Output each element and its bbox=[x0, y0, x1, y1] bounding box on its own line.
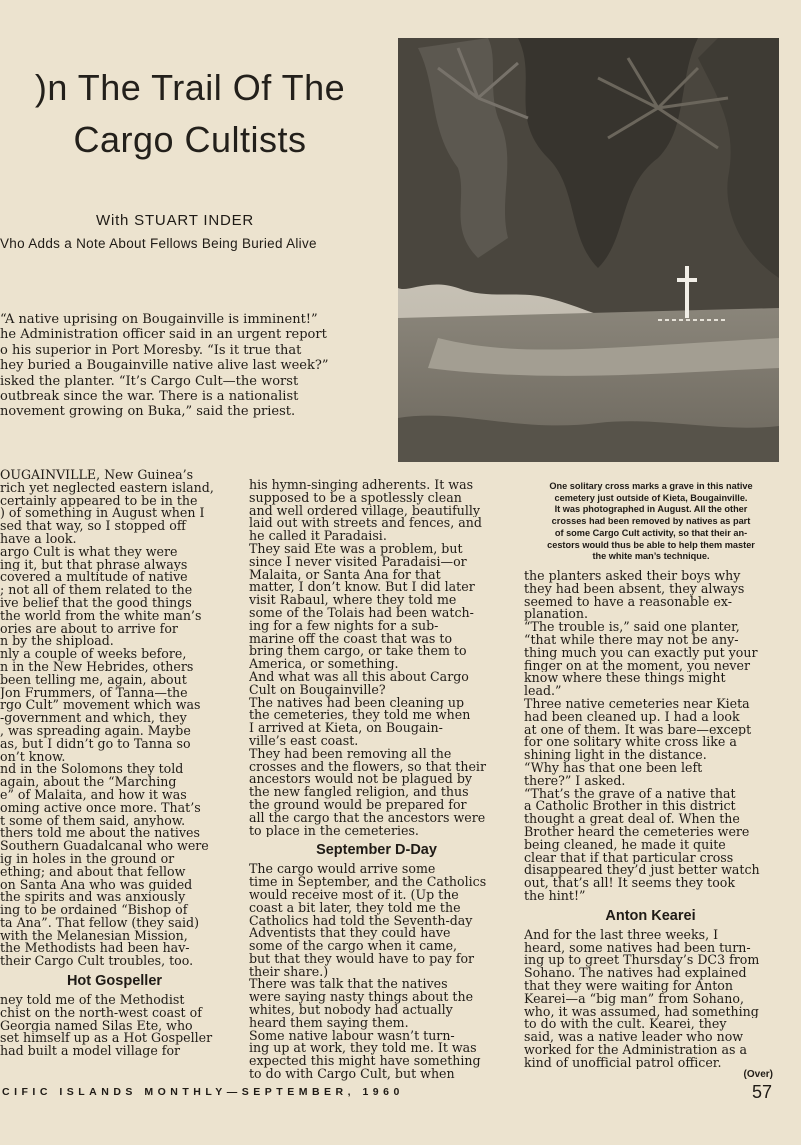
text-line: ing it, but that phrase always bbox=[0, 558, 188, 572]
text-line: “The trouble is,” said one planter, bbox=[524, 621, 740, 634]
text-line: n by the shipload. bbox=[0, 635, 114, 649]
text-line: “that while there may not be any- bbox=[524, 633, 739, 647]
text-line: they had been absent, they always bbox=[524, 582, 745, 596]
photo-caption bbox=[520, 481, 782, 563]
intro-line: outbreak since the war. There is a nationalist bbox=[0, 389, 299, 405]
text-line: had built a model village for bbox=[0, 1045, 181, 1059]
text-line: and well ordered village, beautifully bbox=[249, 504, 481, 518]
page-number: 57 bbox=[752, 1082, 773, 1102]
title-line-2: Cargo Cultists bbox=[73, 119, 307, 160]
text-line: would receive most of it. (Up the bbox=[249, 888, 459, 902]
text-line: bring them cargo, or take them to bbox=[249, 645, 467, 659]
text-line: ) of something in August when I bbox=[0, 507, 205, 521]
text-line: that they were waiting for Anton bbox=[524, 979, 734, 993]
text-line: said, was a native leader who now bbox=[524, 1031, 744, 1044]
text-line: set himself up as a Hot Gospeller bbox=[0, 1032, 213, 1046]
text-line: Cult on Bougainville? bbox=[249, 683, 386, 697]
text-line: planation. bbox=[524, 608, 589, 622]
continued-over-label: (Over) bbox=[743, 1069, 773, 1081]
section-heading-hot-gospeller: Hot Gospeller bbox=[66, 973, 163, 990]
caption-line: cestors would thus be able to help them master bbox=[547, 539, 755, 550]
text-line: ta Ana”. That fellow (they said) bbox=[0, 916, 199, 930]
section-heading-september-d-day: September D-Day bbox=[316, 842, 437, 859]
text-line: The natives had been cleaning up bbox=[249, 696, 465, 710]
text-line: were saying nasty things about the bbox=[249, 991, 474, 1005]
intro-paragraph bbox=[0, 312, 352, 420]
text-line: Catholics had told the Seventh-day bbox=[249, 914, 473, 928]
text-line: who, it was assumed, had something bbox=[524, 1005, 759, 1019]
text-line: crosses and the flowers, so that their bbox=[249, 760, 486, 774]
text-line: e” of Malaita, and how it was bbox=[0, 788, 187, 802]
text-line: all the cargo that the ancestors were bbox=[249, 811, 486, 825]
text-line: argo Cult is what they were bbox=[0, 545, 178, 559]
text-line: Kearei—a “big man” from Sohano, bbox=[524, 992, 744, 1006]
text-line: nly a couple of weeks before, bbox=[0, 648, 187, 661]
text-line: at one of them. It was bare—except bbox=[524, 723, 752, 737]
text-line: chist on the north-west coast of bbox=[0, 1006, 202, 1020]
text-line: to do with Cargo Cult, but when bbox=[249, 1068, 455, 1081]
text-line: ething; and about that fellow bbox=[0, 865, 186, 879]
text-line: -government and which, they bbox=[0, 712, 187, 725]
text-line: ing up at work, they told me. It was bbox=[249, 1042, 477, 1056]
text-line: visit Rabaul, where they told me bbox=[249, 594, 457, 607]
text-line: ing up to greet Thursday’s DC3 from bbox=[524, 954, 760, 968]
text-line: ville’s east coast. bbox=[249, 734, 359, 748]
text-line: Sohano. The natives had explained bbox=[524, 967, 747, 980]
text-line: covered a multitude of native bbox=[0, 571, 188, 585]
text-line: since I never visited Paradaisi—or bbox=[249, 555, 467, 569]
text-line: Jon Frummers, of Tanna—the bbox=[0, 686, 188, 700]
cemetery-photo bbox=[398, 38, 779, 462]
text-line: finger on at the moment, you never bbox=[524, 659, 751, 673]
text-line: nd in the Solomons they told bbox=[0, 763, 184, 777]
text-line: kind of unofficial patrol officer. bbox=[524, 1056, 722, 1070]
text-line: supposed to be a spotlessly clean bbox=[249, 491, 462, 505]
caption-line: It was photographed in August. All the other bbox=[554, 504, 748, 515]
text-line: worked for the Administration as a bbox=[524, 1043, 748, 1057]
text-line: the ground would be prepared for bbox=[249, 798, 467, 812]
intro-line: hey buried a Bougainville native alive last week?” bbox=[0, 358, 329, 374]
text-line: Southern Guadalcanal who were bbox=[0, 840, 209, 853]
text-line: the spirits and was anxiously bbox=[0, 891, 186, 905]
text-line: out, that’s all! It seems they took bbox=[524, 877, 736, 890]
text-line: certainly appeared to be in the bbox=[0, 494, 198, 508]
text-line: ing to be ordained “Bishop of bbox=[0, 904, 188, 917]
text-line: the planters asked their boys why bbox=[524, 570, 741, 583]
text-line: a Catholic Brother in this district bbox=[524, 800, 736, 814]
text-line: been telling me, again, about bbox=[0, 673, 187, 687]
column-2 bbox=[249, 479, 504, 1081]
title-line-1: )n The Trail Of The bbox=[34, 67, 346, 108]
text-line: Georgia named Silas Ete, who bbox=[0, 1019, 193, 1033]
text-line: there?” I asked. bbox=[524, 774, 626, 788]
text-line: Three native cemeteries near Kieta bbox=[524, 697, 750, 711]
text-line: ive belief that the good things bbox=[0, 596, 192, 610]
text-line: ancestors would not be plagued by bbox=[249, 773, 473, 787]
text-line: rich yet neglected eastern island, bbox=[0, 481, 214, 495]
caption-line: the white man’s technique. bbox=[592, 551, 710, 562]
text-line: marine off the coast that was to bbox=[249, 632, 453, 646]
text-line: some of the Tolais had been watch- bbox=[249, 606, 474, 620]
text-line: I arrived at Kieta, on Bougain- bbox=[249, 722, 443, 735]
text-line: laid out with streets and fences, and bbox=[249, 517, 482, 531]
text-line: expected this might have something bbox=[249, 1055, 481, 1069]
text-line: ; not all of them related to the bbox=[0, 584, 193, 597]
text-line: ney told me of the Methodist bbox=[0, 994, 185, 1007]
text-line: clear that if that particular cross bbox=[524, 851, 734, 865]
text-line: coast a bit later, they told me the bbox=[249, 901, 461, 915]
text-line: They said Ete was a problem, but bbox=[249, 542, 463, 556]
text-line: OUGAINVILLE, New Guinea’s bbox=[0, 469, 194, 482]
text-line: Adventists that they could have bbox=[249, 927, 451, 941]
text-line: know where these things might bbox=[524, 672, 726, 686]
text-line: They had been removing all the bbox=[249, 747, 452, 761]
text-line: And for the last three weeks, I bbox=[524, 928, 719, 942]
text-line: Malaita, or Santa Ana for that bbox=[249, 568, 441, 582]
text-line: “Why has that one been left bbox=[524, 761, 703, 775]
text-line: the cemeteries, they told me when bbox=[249, 709, 471, 723]
text-line: as, but I didn’t go to Tanna so bbox=[0, 737, 191, 751]
text-line: whites, but nobody had actually bbox=[249, 1004, 453, 1017]
text-line: the Methodists had been hav- bbox=[0, 942, 190, 956]
text-line: heard, some natives had been turn- bbox=[524, 941, 751, 955]
text-line: oming active once more. That’s bbox=[0, 801, 201, 815]
section-heading-anton-kearei: Anton Kearei bbox=[605, 907, 696, 924]
intro-line: “A native uprising on Bougainville is imminent!” bbox=[0, 312, 318, 327]
text-line: time in September, and the Catholics bbox=[249, 876, 487, 889]
column-3 bbox=[524, 570, 777, 1082]
text-line: their share.) bbox=[249, 965, 329, 979]
text-line: the hint!” bbox=[524, 889, 586, 903]
caption-line: One solitary cross marks a grave in this native bbox=[549, 481, 753, 491]
intro-line: o his superior in Port Moresby. “Is it true that bbox=[0, 342, 302, 358]
text-line: he called it Paradaisi. bbox=[249, 530, 387, 543]
text-line: thought a great deal of. When the bbox=[524, 813, 740, 826]
text-line: on’t know. bbox=[0, 750, 66, 764]
text-line: the new fangled religion, and thus bbox=[249, 786, 469, 799]
text-line: ories are about to arrive for bbox=[0, 622, 178, 636]
text-line: have a look. bbox=[0, 532, 77, 546]
text-line: to do with the cult. Kearei, they bbox=[524, 1018, 727, 1032]
text-line: being cleaned, he made it quite bbox=[524, 838, 726, 852]
intro-line: isked the planter. “It’s Cargo Cult—the worst bbox=[0, 373, 299, 389]
text-line: , was spreading again. Maybe bbox=[0, 724, 191, 738]
caption-line: of some Cargo Cult activity, so that their an- bbox=[554, 527, 748, 538]
text-line: Some native labour wasn’t turn- bbox=[249, 1029, 455, 1043]
text-line: America, or something. bbox=[249, 658, 399, 671]
text-line: shining light in the distance. bbox=[524, 749, 707, 762]
caption-line: cemetery just outside of Kieta, Bougainville. bbox=[554, 492, 748, 503]
intro-line: novement growing on Buka,” said the priest. bbox=[0, 404, 296, 420]
text-line: And what was all this about Cargo bbox=[249, 670, 469, 684]
subheading: Vho Adds a Note About Fellows Being Buried Alive bbox=[0, 236, 317, 251]
text-line: ing for a few nights for a sub- bbox=[249, 619, 439, 633]
text-line: Brother heard the cemeteries were bbox=[524, 825, 750, 839]
text-line: thing much you can exactly put your bbox=[524, 646, 758, 660]
text-line: his hymn-singing adherents. It was bbox=[249, 479, 474, 492]
intro-line: he Administration officer said in an urgent report bbox=[0, 327, 327, 343]
text-line: again, about the “Marching bbox=[0, 776, 177, 789]
text-line: lead.” bbox=[524, 685, 562, 698]
text-line: some of the cargo when it came, bbox=[249, 940, 458, 953]
text-line: had been cleaned up. I had a look bbox=[524, 710, 740, 724]
article-title bbox=[0, 62, 390, 166]
footer-publication: CIFIC ISLANDS MONTHLY—SEPTEMBER, 1960 bbox=[2, 1086, 404, 1098]
text-line: sed that way, so I stopped off bbox=[0, 520, 186, 533]
text-line: heard them saying them. bbox=[249, 1016, 409, 1030]
text-line: ig in holes in the ground or bbox=[0, 852, 175, 866]
text-line: seemed to have a reasonable ex- bbox=[524, 595, 732, 609]
text-line: n in the New Hebrides, others bbox=[0, 660, 194, 674]
text-line: with the Melanesian Mission, bbox=[0, 929, 188, 943]
text-line: the world from the white man’s bbox=[0, 609, 202, 623]
text-line: disappeared they’d just better watch bbox=[524, 864, 760, 878]
page-footer bbox=[0, 1082, 801, 1106]
text-line: on Santa Ana who was guided bbox=[0, 878, 193, 892]
text-line: t some of them said, anyhow. bbox=[0, 814, 186, 828]
caption-line: crosses had been removed by natives as part bbox=[551, 516, 751, 527]
text-line: There was talk that the natives bbox=[249, 978, 448, 992]
text-line: The cargo would arrive some bbox=[249, 863, 436, 877]
byline: With STUART INDER bbox=[96, 212, 255, 229]
text-line: thers told me about the natives bbox=[0, 827, 200, 841]
text-line: for one solitary white cross like a bbox=[524, 736, 737, 750]
text-line: matter, I don’t know. But I did later bbox=[249, 581, 475, 595]
text-line: to place in the cemeteries. bbox=[249, 824, 419, 838]
text-line: rgo Cult” movement which was bbox=[0, 699, 201, 713]
text-line: but that they would have to pay for bbox=[249, 952, 475, 966]
column-1 bbox=[0, 469, 229, 1058]
text-line: “That’s the grave of a native that bbox=[524, 787, 736, 801]
text-line: their Cargo Cult troubles, too. bbox=[0, 955, 194, 969]
